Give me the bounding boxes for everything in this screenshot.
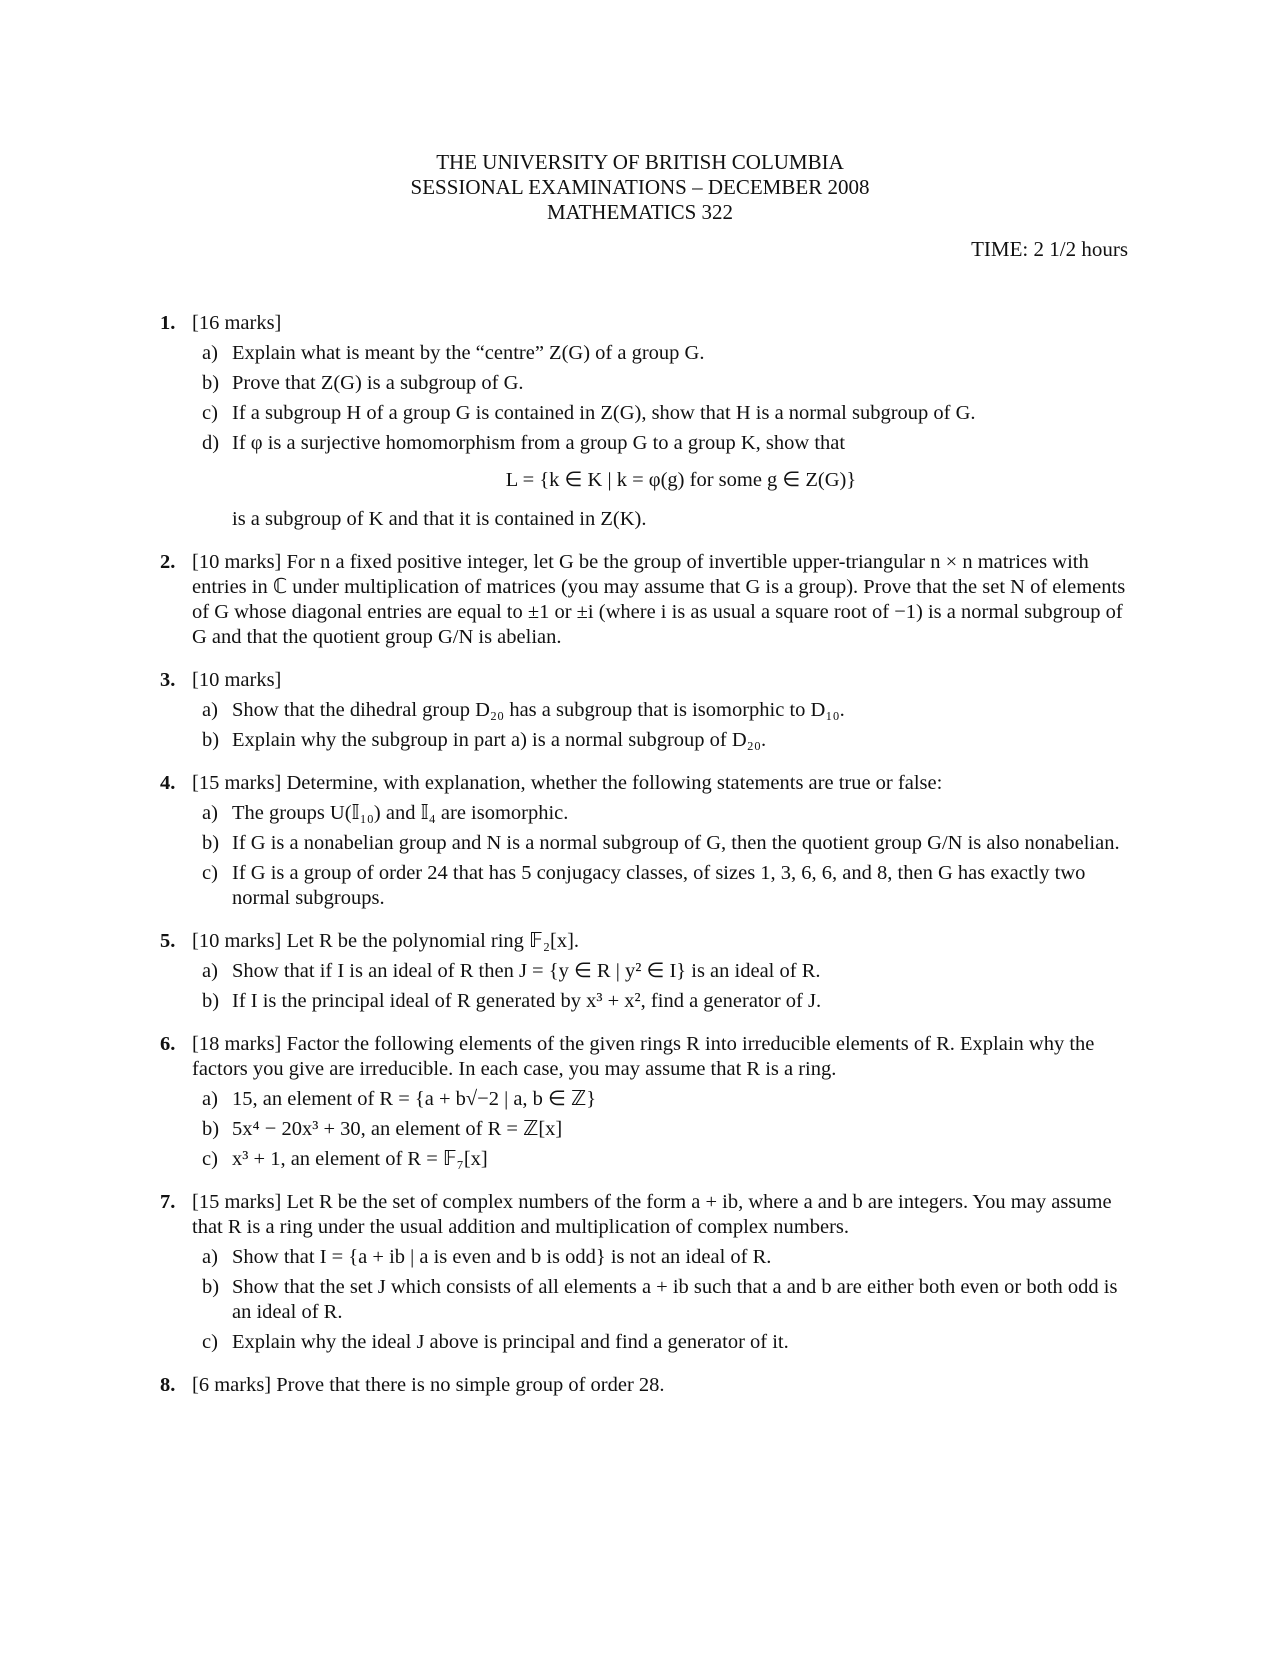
part-text: Show that if I is an ideal of R then J = {y ∈ R | y² ∈ I} is an ideal of R.: [232, 960, 821, 982]
part-label: c): [202, 1331, 218, 1353]
question-part: [192, 1245, 1130, 1270]
part-label: b): [202, 832, 220, 854]
question-number: 5.: [160, 930, 176, 952]
question-text: [10 marks] Let R be the polynomial ring 𝔽₂[x].: [192, 930, 580, 952]
question-8: [160, 1373, 1130, 1398]
exam-header: [0, 150, 1280, 225]
part-text: x³ + 1, an element of R = 𝔽₇[x]: [232, 1148, 488, 1170]
question-parts: [192, 341, 1130, 532]
question-parts: [192, 698, 1130, 753]
question-part: [192, 831, 1130, 856]
question-number: 4.: [160, 772, 176, 794]
question-7: [160, 1190, 1130, 1355]
part-label: a): [202, 1246, 218, 1268]
question-2: [160, 550, 1130, 650]
part-label: b): [202, 1118, 220, 1140]
display-equation: L = {k ∈ K | k = φ(g) for some g ∈ Z(G)}: [505, 469, 857, 491]
part-text: If a subgroup H of a group G is contained in Z(G), show that H is a normal subgroup of G.: [232, 402, 976, 424]
part-text: Show that the dihedral group D₂₀ has a subgroup that is isomorphic to D₁₀.: [232, 699, 845, 721]
part-label: b): [202, 990, 220, 1012]
question-1: [160, 311, 1130, 532]
part-label: d): [202, 432, 220, 454]
question-part: [192, 371, 1130, 396]
part-text: If G is a nonabelian group and N is a normal subgroup of G, then the quotient group G/N is also nonabelian.: [232, 832, 1120, 854]
part-text: If I is the principal ideal of R generated by x³ + x², find a generator of J.: [232, 990, 822, 1012]
question-number: 6.: [160, 1033, 176, 1055]
question-part: [192, 1275, 1130, 1325]
question-5: [160, 929, 1130, 1014]
question-text: [16 marks]: [192, 312, 282, 334]
question-parts: [192, 959, 1130, 1014]
question-part: [192, 861, 1130, 911]
question-number: 2.: [160, 551, 176, 573]
part-label: b): [202, 729, 220, 751]
question-text: [15 marks] Let R be the set of complex numbers of the form a + ib, where a and b are integers. You may assume that R is a ring under the usual addition and multiplication of complex numbers.: [192, 1191, 1112, 1238]
question-parts: [192, 1087, 1130, 1172]
part-label: c): [202, 1148, 218, 1170]
question-part: [192, 1330, 1130, 1355]
question-part: [192, 728, 1130, 753]
part-label: c): [202, 402, 218, 424]
question-parts: [192, 1245, 1130, 1355]
part-label: a): [202, 699, 218, 721]
question-part: [192, 1117, 1130, 1142]
part-label: b): [202, 372, 220, 394]
question-part: [192, 989, 1130, 1014]
question-list: [160, 311, 1130, 1416]
question-text: [10 marks] For n a fixed positive integer, let G be the group of invertible upper-triangular n × n matrices with entries in ℂ under multiplication of matrices (you may assume that G is a group). Prove that the set N of elements of G whose diagonal entries are equal to ±1 or ±i (where i is as usual a square root of −1) is a normal subgroup of G and that the quotient group G/N is abelian.: [192, 551, 1126, 648]
question-text: [15 marks] Determine, with explanation, whether the following statements are true or false:: [192, 772, 943, 794]
question-4: [160, 771, 1130, 911]
question-text: [10 marks]: [192, 669, 282, 691]
question-number: 8.: [160, 1374, 176, 1396]
question-text: [18 marks] Factor the following elements of the given rings R into irreducible elements of R. Explain why the factors you give are irreducible. In each case, you may assume that R is a ring.: [192, 1033, 1095, 1080]
part-text: Explain why the subgroup in part a) is a normal subgroup of D₂₀.: [232, 729, 767, 751]
header-session: SESSIONAL EXAMINATIONS – DECEMBER 2008: [410, 175, 870, 199]
question-6: [160, 1032, 1130, 1172]
part-text: If φ is a surjective homomorphism from a group G to a group K, show that: [232, 432, 846, 454]
part-text: 15, an element of R = {a + b√−2 | a, b ∈ ℤ}: [232, 1088, 597, 1110]
question-parts: [192, 801, 1130, 911]
question-part: [192, 801, 1130, 826]
part-text: If G is a group of order 24 that has 5 conjugacy classes, of sizes 1, 3, 6, 6, and 8, then G has exactly two normal subgroups.: [232, 862, 1086, 909]
question-number: 7.: [160, 1191, 176, 1213]
question-part: [192, 1087, 1130, 1112]
question-part: [192, 959, 1130, 984]
question-text: [6 marks] Prove that there is no simple group of order 28.: [192, 1374, 665, 1396]
question-number: 1.: [160, 312, 176, 334]
part-label: c): [202, 862, 218, 884]
question-part: [192, 431, 1130, 532]
part-text: The groups U(𝕀₁₀) and 𝕀₄ are isomorphic.: [232, 802, 569, 824]
question-part: [192, 698, 1130, 723]
question-number: 3.: [160, 669, 176, 691]
part-label: a): [202, 1088, 218, 1110]
part-label: b): [202, 1276, 220, 1298]
part-text: Explain why the ideal J above is principal and find a generator of it.: [232, 1331, 789, 1353]
part-label: a): [202, 342, 218, 364]
question-part: [192, 401, 1130, 426]
part-text: Prove that Z(G) is a subgroup of G.: [232, 372, 524, 394]
part-text: 5x⁴ − 20x³ + 30, an element of R = ℤ[x]: [232, 1118, 563, 1140]
question-part: [192, 341, 1130, 366]
header-course: MATHEMATICS 322: [546, 200, 734, 224]
question-3: [160, 668, 1130, 753]
header-university: THE UNIVERSITY OF BRITISH COLUMBIA: [436, 150, 844, 174]
part-text: Show that the set J which consists of all elements a + ib such that a and b are either both even or both odd is an ideal of R.: [232, 1276, 1118, 1323]
part-label: a): [202, 960, 218, 982]
part-label: a): [202, 802, 218, 824]
part-continuation: is a subgroup of K and that it is contained in Z(K).: [232, 508, 647, 530]
question-part: [192, 1147, 1130, 1172]
part-text: Explain what is meant by the “centre” Z(G) of a group G.: [232, 342, 705, 364]
part-text: Show that I = {a + ib | a is even and b is odd} is not an ideal of R.: [232, 1246, 772, 1268]
exam-time: TIME: 2 1/2 hours: [971, 237, 1128, 261]
